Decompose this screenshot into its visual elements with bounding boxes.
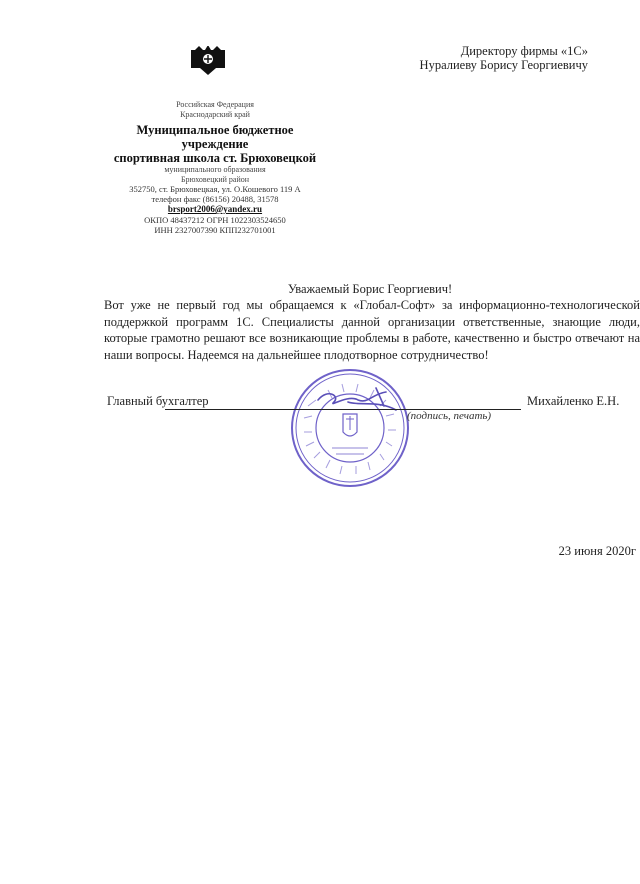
- organization-name-line1: Муниципальное бюджетное: [136, 123, 294, 137]
- letter-body: Вот уже не первый год мы обращаемся к «Глобал-Софт» за информационно-технологической поддержкой программ 1С. Специалисты данной организации ответственные, знающие люди, которые грамотно решают все возникающие проблемы в работе, качественно и быстро отвечают на наши вопросы. Надеемся на дальнейшее плодотворное сотрудничество!: [104, 298, 640, 362]
- organization-email: brsport2006@yandex.ru: [167, 204, 263, 214]
- salutation: Уважаемый Борис Георгиевич!: [287, 282, 453, 296]
- organization-name-line3: спортивная школа ст. Брюховецкой: [113, 151, 317, 165]
- organization-codes-line1: ОКПО 48437212 ОГРН 1022303524650: [144, 215, 286, 225]
- letterhead: [100, 100, 330, 235]
- organization-codes-line2: ИНН 2327007390 КПП232701001: [154, 225, 276, 235]
- letter-date: 23 июня 2020г: [558, 544, 636, 558]
- addressee-block: [420, 44, 588, 72]
- organization-address: 352750, ст. Брюховецкая, ул. О.Кошевого 119 А: [129, 184, 301, 194]
- letterhead-country: Российская Федерация: [176, 100, 254, 109]
- addressee-line1: Директору фирмы «1С»: [460, 44, 588, 58]
- signature-position: Главный бухгалтер: [107, 394, 209, 408]
- signatory-name: Михайленко Е.Н.: [527, 394, 620, 408]
- coat-of-arms-icon: [190, 46, 226, 76]
- municipality-line1: муниципального образования: [164, 165, 266, 174]
- signature-hint: (подпись, печать): [407, 410, 492, 422]
- letterhead-region: Краснодарский край: [180, 109, 250, 119]
- round-stamp-icon: [288, 366, 412, 490]
- municipality-line2: Брюховецкий район: [180, 174, 250, 184]
- organization-phone: телефон факс (86156) 20488, 31578: [151, 194, 279, 204]
- addressee-line2: Нуралиеву Борису Георгиевичу: [419, 58, 588, 72]
- organization-name-line2: учреждение: [181, 137, 249, 151]
